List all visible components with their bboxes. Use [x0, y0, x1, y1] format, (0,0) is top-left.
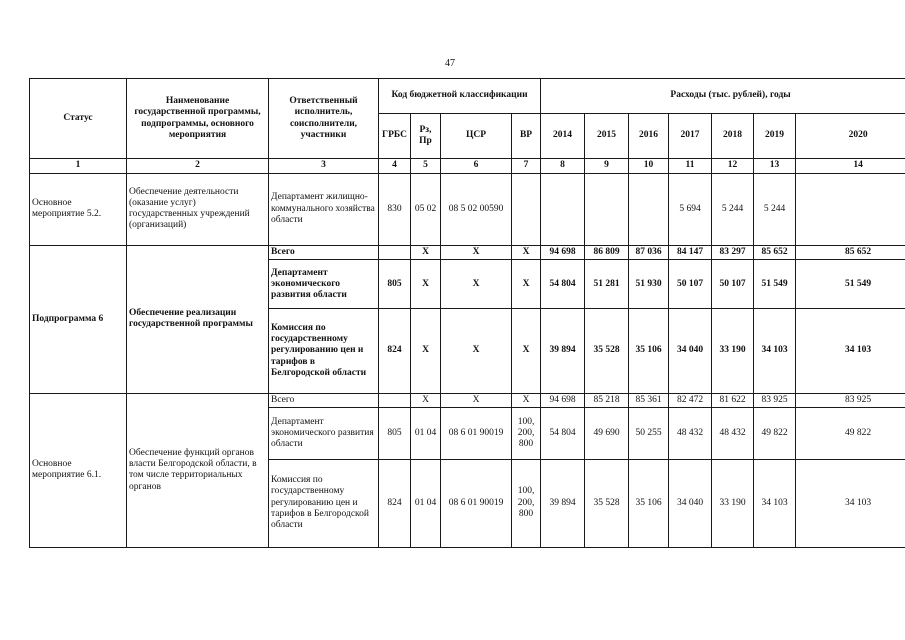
cell-2018: 33 190: [712, 309, 754, 393]
table-row: [30, 245, 905, 260]
cell-2018: 81 622: [712, 393, 754, 408]
colnum: 12: [712, 159, 754, 174]
table-row: [30, 173, 905, 245]
cell-2019: 5 244: [754, 173, 796, 245]
header-status: Статус: [30, 79, 127, 159]
row-executor: Всего: [269, 393, 379, 408]
header-row-top: [30, 79, 905, 114]
cell-2017: 34 040: [669, 309, 712, 393]
header-year-2014: 2014: [541, 113, 585, 158]
cell-2014: 39 894: [541, 309, 585, 393]
row-status: Основное мероприятие 6.1.: [30, 393, 127, 547]
cell-2017: 34 040: [669, 459, 712, 547]
row-name: Обеспечение реализации государственной программы: [127, 245, 269, 393]
header-grbs: ГРБС: [379, 113, 411, 158]
colnum: 10: [629, 159, 669, 174]
row-executor: Департамент экономического развития области: [269, 408, 379, 459]
colnum: 13: [754, 159, 796, 174]
cell-vr: 100, 200, 800: [512, 408, 541, 459]
cell-grbs: [379, 245, 411, 260]
row-name: Обеспечение функций органов власти Белгородской области, в том числе территориальных органов: [127, 393, 269, 547]
header-year-2015: 2015: [585, 113, 629, 158]
cell-csr: X: [441, 260, 512, 309]
budget-expenses-table: [29, 78, 905, 548]
cell-rzpr: X: [411, 260, 441, 309]
cell-vr: 100, 200, 800: [512, 459, 541, 547]
cell-2018: 83 297: [712, 245, 754, 260]
cell-2015: 51 281: [585, 260, 629, 309]
colnum: 14: [796, 159, 905, 174]
header-year-2017: 2017: [669, 113, 712, 158]
row-executor: Департамент экономического развития области: [269, 260, 379, 309]
cell-vr: X: [512, 245, 541, 260]
header-csr: ЦСР: [441, 113, 512, 158]
cell-2014: 54 804: [541, 260, 585, 309]
cell-2018: 33 190: [712, 459, 754, 547]
cell-2015: 35 528: [585, 309, 629, 393]
cell-2016: 35 106: [629, 459, 669, 547]
cell-2014: 94 698: [541, 393, 585, 408]
cell-vr: X: [512, 393, 541, 408]
colnum: 2: [127, 159, 269, 174]
cell-rzpr: 01 04: [411, 459, 441, 547]
page-number: 47: [445, 58, 455, 69]
cell-2015: 85 218: [585, 393, 629, 408]
cell-2020: 49 822: [796, 408, 905, 459]
cell-csr: X: [441, 393, 512, 408]
cell-2020: 34 103: [796, 309, 905, 393]
colnum: 9: [585, 159, 629, 174]
cell-grbs: 805: [379, 408, 411, 459]
cell-2019: 83 925: [754, 393, 796, 408]
cell-2017: 50 107: [669, 260, 712, 309]
row-status: Основное мероприятие 5.2.: [30, 173, 127, 245]
colnum: 7: [512, 159, 541, 174]
cell-2016: 50 255: [629, 408, 669, 459]
row-executor: Комиссия по государственному регулированию цен и тарифов в Белгородской области: [269, 459, 379, 547]
cell-2019: 34 103: [754, 309, 796, 393]
cell-2017: 82 472: [669, 393, 712, 408]
row-status: Подпрограмма 6: [30, 245, 127, 393]
colnum: 8: [541, 159, 585, 174]
cell-2015: 86 809: [585, 245, 629, 260]
cell-2015: 35 528: [585, 459, 629, 547]
cell-2020: 85 652: [796, 245, 905, 260]
cell-grbs: 830: [379, 173, 411, 245]
cell-2014: 54 804: [541, 408, 585, 459]
cell-2018: 5 244: [712, 173, 754, 245]
cell-rzpr: X: [411, 245, 441, 260]
cell-2014: 39 894: [541, 459, 585, 547]
cell-csr: X: [441, 309, 512, 393]
cell-2014: [541, 173, 585, 245]
cell-vr: [512, 173, 541, 245]
row-executor: Комиссия по государственному регулированию цен и тарифов в Белгородской области: [269, 309, 379, 393]
cell-2016: 51 930: [629, 260, 669, 309]
cell-rzpr: X: [411, 393, 441, 408]
cell-2019: 51 549: [754, 260, 796, 309]
cell-2015: [585, 173, 629, 245]
cell-2020: 83 925: [796, 393, 905, 408]
cell-2016: 87 036: [629, 245, 669, 260]
cell-csr: X: [441, 245, 512, 260]
header-rzpr: Рз, Пр: [411, 113, 441, 158]
header-year-2020: 2020: [796, 113, 905, 158]
cell-2016: 85 361: [629, 393, 669, 408]
cell-2016: [629, 173, 669, 245]
cell-2019: 34 103: [754, 459, 796, 547]
row-executor: Всего: [269, 245, 379, 260]
cell-2019: 49 822: [754, 408, 796, 459]
header-budget-code: Код бюджетной классификации: [379, 79, 541, 114]
cell-vr: X: [512, 260, 541, 309]
cell-2020: 51 549: [796, 260, 905, 309]
header-year-2019: 2019: [754, 113, 796, 158]
cell-grbs: 824: [379, 459, 411, 547]
cell-2017: 84 147: [669, 245, 712, 260]
cell-rzpr: 05 02: [411, 173, 441, 245]
cell-grbs: 824: [379, 309, 411, 393]
row-executor: Департамент жилищно-коммунального хозяйства области: [269, 173, 379, 245]
colnum: 4: [379, 159, 411, 174]
header-executor: Ответственный исполнитель, соисполнители, участники: [269, 79, 379, 159]
table-row: [30, 393, 905, 408]
cell-rzpr: 01 04: [411, 408, 441, 459]
cell-csr: 08 6 01 90019: [441, 408, 512, 459]
header-expenses: Расходы (тыс. рублей), годы: [541, 79, 905, 114]
cell-2017: 48 432: [669, 408, 712, 459]
cell-2018: 50 107: [712, 260, 754, 309]
cell-2014: 94 698: [541, 245, 585, 260]
column-number-row: [30, 159, 905, 174]
cell-2020: 34 103: [796, 459, 905, 547]
colnum: 6: [441, 159, 512, 174]
colnum: 5: [411, 159, 441, 174]
colnum: 3: [269, 159, 379, 174]
header-year-2018: 2018: [712, 113, 754, 158]
cell-2016: 35 106: [629, 309, 669, 393]
cell-grbs: 805: [379, 260, 411, 309]
cell-2020: [796, 173, 905, 245]
row-name: Обеспечение деятельности (оказание услуг) государственных учреждений (организаций): [127, 173, 269, 245]
cell-vr: X: [512, 309, 541, 393]
header-vr: ВР: [512, 113, 541, 158]
header-name: Наименование государственной программы, подпрограммы, основного мероприятия: [127, 79, 269, 159]
colnum: 1: [30, 159, 127, 174]
cell-rzpr: X: [411, 309, 441, 393]
cell-2015: 49 690: [585, 408, 629, 459]
cell-grbs: [379, 393, 411, 408]
cell-csr: 08 6 01 90019: [441, 459, 512, 547]
cell-2019: 85 652: [754, 245, 796, 260]
cell-2018: 48 432: [712, 408, 754, 459]
cell-csr: 08 5 02 00590: [441, 173, 512, 245]
colnum: 11: [669, 159, 712, 174]
header-year-2016: 2016: [629, 113, 669, 158]
cell-2017: 5 694: [669, 173, 712, 245]
